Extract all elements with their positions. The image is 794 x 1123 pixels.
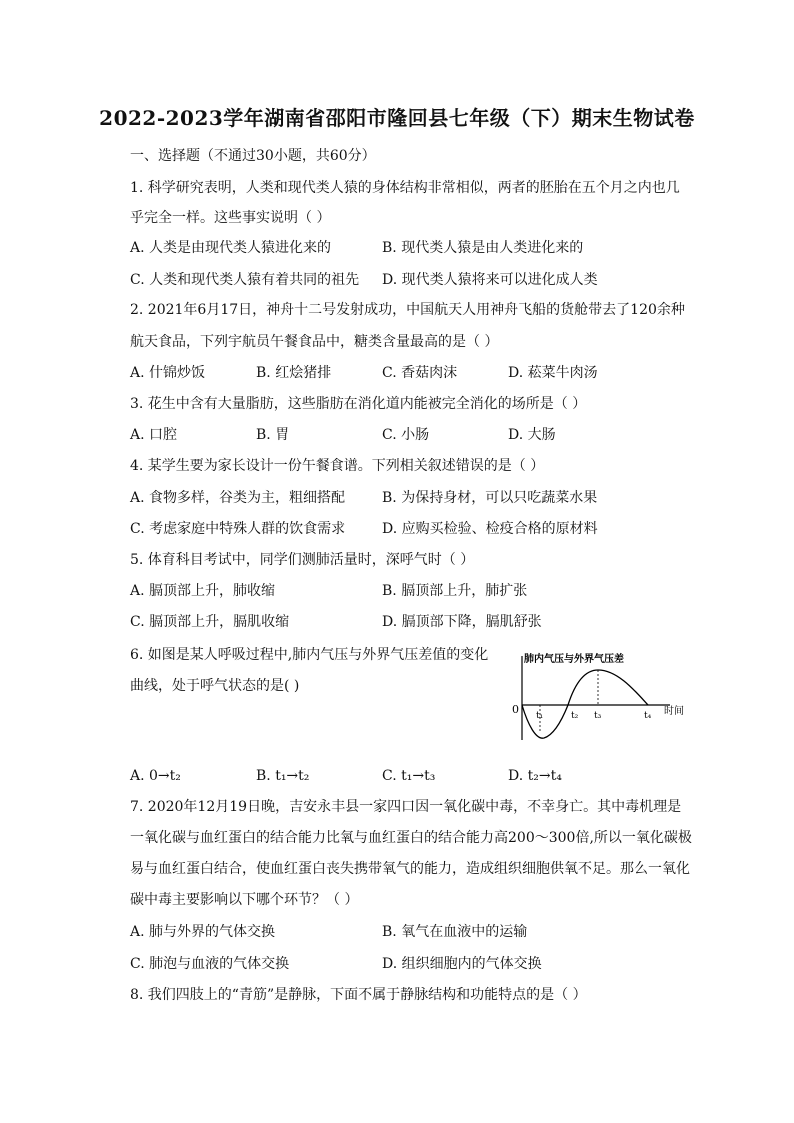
q4-option-c: C. 考虑家庭中特殊人群的饮食需求 [130,521,346,537]
origin-label: 0 [512,703,519,716]
q4-option-b: B. 为保持身材，可以只吃蔬菜水果 [382,490,598,506]
q1-option-b: B. 现代类人猿是由人类进化来的 [382,240,584,256]
q6-option-a: A. 0→t₂ [130,768,181,784]
q1-option-d: D. 现代类人猿将来可以进化成人类 [382,272,598,288]
question-1-line-1: 1. 科学研究表明，人类和现代类人猿的身体结构非常相似，两者的胚胎在五个月之内也几 [130,180,680,196]
question-8-line-1: 8. 我们四肢上的“青筋”是静脉，下面不属于静脉结构和功能特点的是（ ） [130,987,587,1003]
q5-option-d: D. 膈顶部下降，膈肌舒张 [382,614,542,630]
pressure-curve [522,670,648,738]
q1-option-c: C. 人类和现代类人猿有着共同的祖先 [130,272,360,288]
q6-option-d: D. t₂→t₄ [508,768,562,784]
q5-option-b: B. 膈顶部上升，肺扩张 [382,583,528,599]
q5-option-a: A. 膈顶部上升，肺收缩 [130,583,276,599]
question-4-line-1: 4. 某学生要为家长设计一份午餐食谱。下列相关叙述错误的是（ ） [130,458,545,474]
exam-title: 2022-2023学年湖南省邵阳市隆回县七年级（下）期末生物试卷 [99,106,695,130]
pressure-difference-graph [510,650,694,744]
q4-option-d: D. 应购买检验、检疫合格的原材料 [382,521,598,537]
question-7-line-1: 7. 2020年12月19日晚，吉安永丰县一家四口因一氧化碳中毒，不幸身亡。其中毒机理是 [130,799,682,815]
question-3-line-1: 3. 花生中含有大量脂肪，这些脂肪在消化道内能被完全消化的场所是（ ） [130,396,587,412]
q7-option-a: A. 肺与外界的气体交换 [130,924,276,940]
q3-option-a: A. 口腔 [130,427,178,443]
question-6-line-2: 曲线，处于呼气状态的是( ) [130,678,300,694]
question-2-line-1: 2. 2021年6月17日，神舟十二号发射成功，中国航天人用神舟飞船的货舱带去了120余种 [130,302,685,318]
q2-option-b: B. 红烩猪排 [256,365,332,381]
question-6-line-1: 6. 如图是某人呼吸过程中,肺内气压与外界气压差值的变化 [130,647,489,663]
q6-option-c: C. t₁→t₃ [382,768,436,784]
q3-option-d: D. 大肠 [508,427,556,443]
question-7-line-4: 碳中毒主要影响以下哪个环节？（ ） [130,892,359,908]
q2-option-c: C. 香菇肉沫 [382,365,458,381]
x-axis-label: 时间 [664,706,684,717]
q7-option-c: C. 肺泡与血液的气体交换 [130,956,290,972]
question-1-line-2: 乎完全一样。这些事实说明（ ） [130,210,331,226]
q2-option-d: D. 菘菜牛肉汤 [508,365,598,381]
question-2-line-2: 航天食品，下列宇航员午餐食品中，糖类含量最高的是（ ） [130,334,499,350]
question-7-line-2: 一氧化碳与血红蛋白的结合能力比氧与血红蛋白的结合能力高200～300倍,所以一氧化碳极 [130,830,692,846]
q7-option-b: B. 氧气在血液中的运输 [382,924,528,940]
q1-option-a: A. 人类是由现代类人猿进化来的 [130,240,332,256]
q5-option-c: C. 膈顶部上升，膈肌收缩 [130,614,290,630]
q2-option-a: A. 什锦炒饭 [130,365,206,381]
section-heading: 一、选择题（不通过30小题，共60分） [130,148,376,164]
y-axis-label: 肺内气压与外界气压差 [524,654,624,665]
q4-option-a: A. 食物多样，谷类为主，粗细搭配 [130,490,346,506]
question-7-line-3: 易与血红蛋白结合，使血红蛋白丧失携带氧气的能力，造成组织细胞供氧不足。那么一氧化 [130,861,690,877]
q7-option-d: D. 组织细胞内的气体交换 [382,956,542,972]
q3-option-c: C. 小肠 [382,427,430,443]
q6-option-b: B. t₁→t₂ [256,768,310,784]
t3-label: t₃ [594,711,602,721]
t1-label: t₁ [536,711,544,721]
question-5-line-1: 5. 体育科目考试中，同学们测肺活量时，深呼气时（ ） [130,552,475,568]
q3-option-b: B. 胃 [256,427,290,443]
t2-label: t₂ [571,711,579,721]
t4-label: t₄ [644,711,652,721]
